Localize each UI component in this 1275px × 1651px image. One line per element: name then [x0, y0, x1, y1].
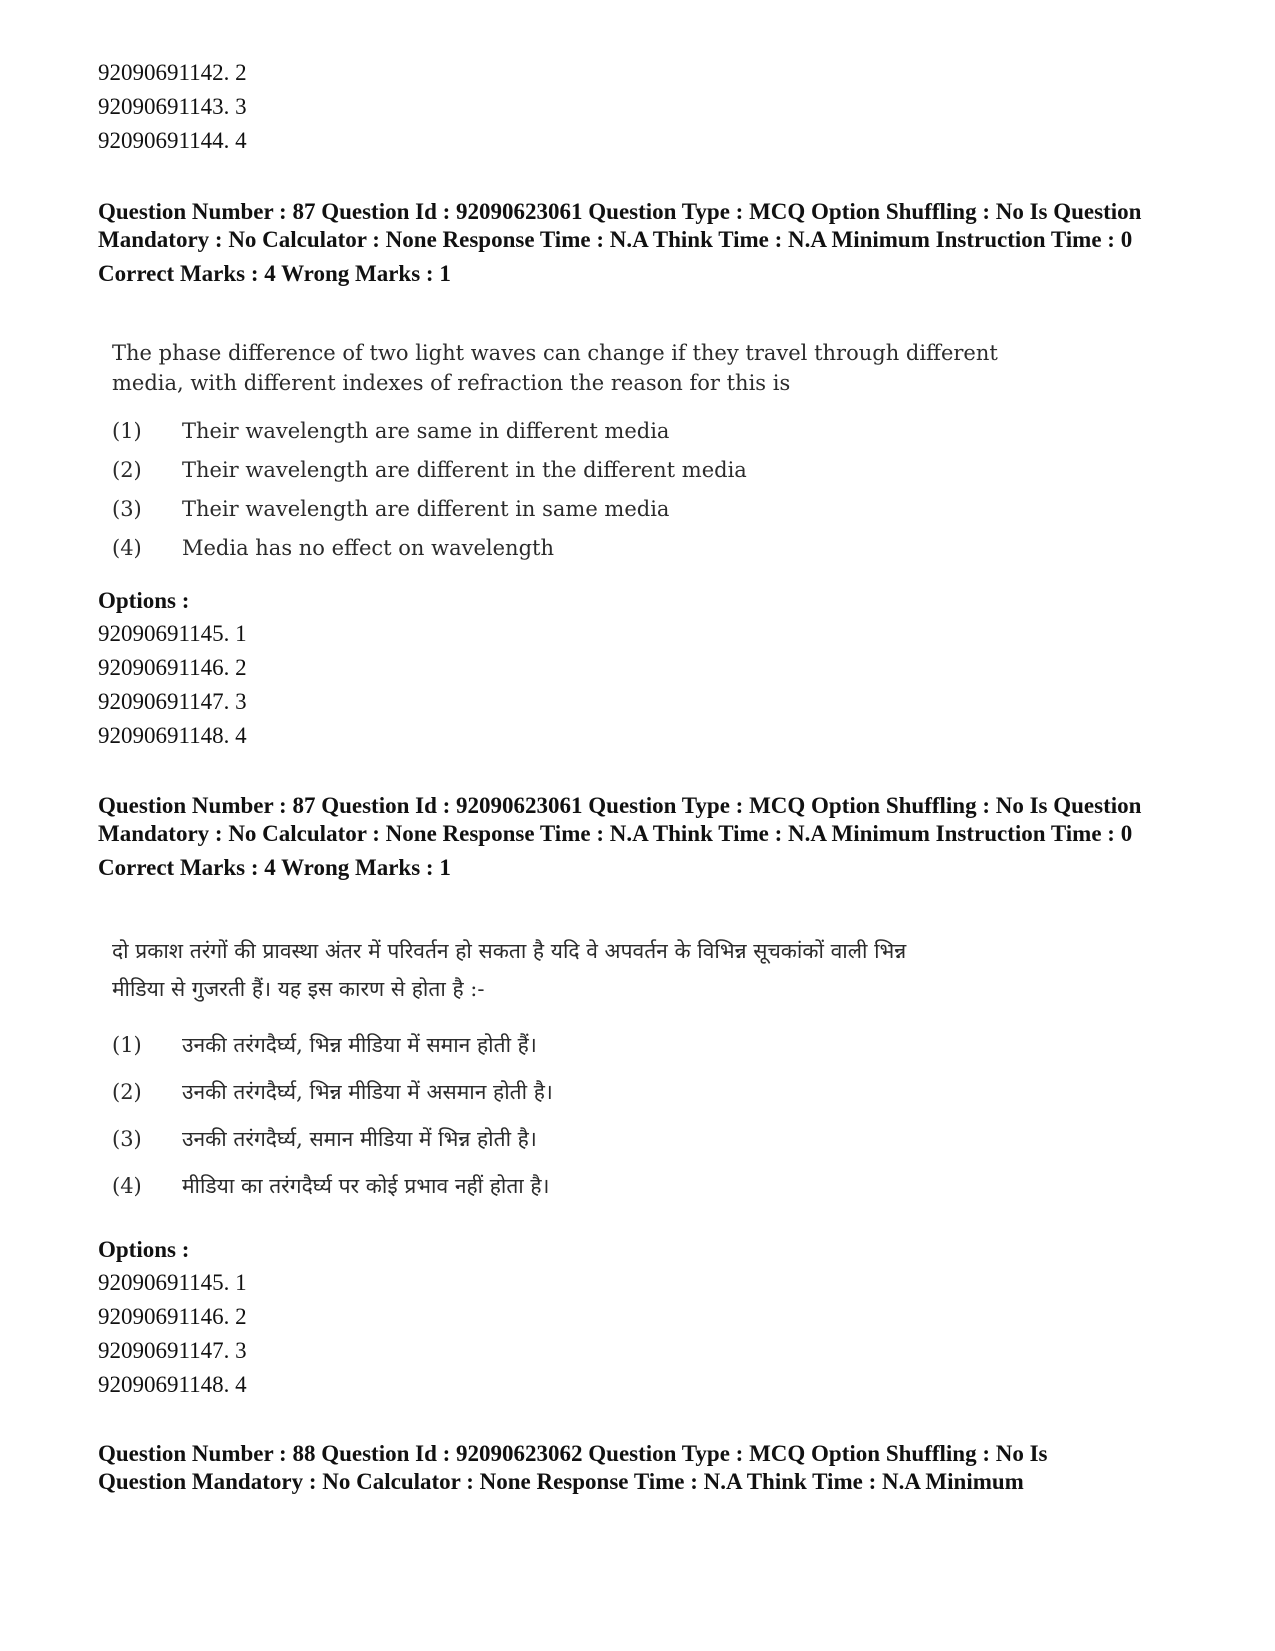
- option-line: 92090691142. 2: [98, 60, 247, 85]
- question-body: [112, 338, 1072, 568]
- option-line: 92090691146. 2: [98, 1304, 247, 1329]
- options-label: Options :: [98, 588, 190, 613]
- options-section: [98, 1234, 1215, 1402]
- option-line: 92090691146. 2: [98, 655, 247, 680]
- option-line: 92090691147. 3: [98, 1338, 247, 1363]
- choice-number: (3): [112, 497, 142, 521]
- choice-number: (3): [112, 1127, 142, 1151]
- option-line: 92090691145. 1: [98, 1270, 247, 1295]
- question-stem-line: media, with different indexes of refraction the reason for this is: [112, 371, 791, 395]
- question-marks: Correct Marks : 4 Wrong Marks : 1: [98, 855, 451, 880]
- question-marks: Correct Marks : 4 Wrong Marks : 1: [98, 261, 451, 286]
- choice-text: Media has no effect on wavelength: [182, 536, 554, 560]
- question-meta: Question Number : 87 Question Id : 92090623061 Question Type : MCQ Option Shuffling : No Is Question Mandatory : No Calculator : None Response Time : N.A Think Time : N.A Minimum Instruction Time : 0: [98, 199, 1142, 252]
- option-line: 92090691145. 1: [98, 621, 247, 646]
- question-header: [98, 1440, 1215, 1496]
- option-line: 92090691147. 3: [98, 689, 247, 714]
- question-stem-line: दो प्रकाश तरंगों की प्रावस्था अंतर में परिवर्तन हो सकता है यदि वे अपवर्तन के विभिन्न सूचकांकों वाली भिन्न: [112, 939, 907, 963]
- choice-text: उनकी तरंगदैर्घ्य, भिन्न मीडिया में असमान होती है।: [182, 1080, 553, 1104]
- question-stem-line: मीडिया से गुजरती हैं। यह इस कारण से होता है :-: [112, 977, 485, 1001]
- choice-text: Their wavelength are different in same media: [182, 497, 670, 521]
- choice-number: (2): [112, 458, 142, 482]
- choice-number: (2): [112, 1080, 142, 1104]
- option-line: 92090691143. 3: [98, 94, 247, 119]
- choice-item: [112, 529, 1072, 568]
- choice-item: [112, 451, 1072, 490]
- choice-text: उनकी तरंगदैर्घ्य, भिन्न मीडिया में समान होती हैं।: [182, 1033, 537, 1057]
- question-header: [98, 198, 1215, 288]
- choice-item: [112, 412, 1072, 451]
- option-line: 92090691148. 4: [98, 723, 247, 748]
- option-line: 92090691144. 4: [98, 128, 247, 153]
- question-meta-line: Question Mandatory : No Calculator : None Response Time : N.A Think Time : N.A Minimum: [98, 1469, 1024, 1494]
- choice-item: [112, 1022, 1072, 1069]
- choice-number: (1): [112, 419, 142, 443]
- choice-text: Their wavelength are same in different media: [182, 419, 670, 443]
- choice-text: Their wavelength are different in the different media: [182, 458, 747, 482]
- question-meta: Question Number : 87 Question Id : 92090623061 Question Type : MCQ Option Shuffling : No Is Question Mandatory : No Calculator : None Response Time : N.A Think Time : N.A Minimum Instruction Time : 0: [98, 793, 1142, 846]
- options-label: Options :: [98, 1237, 190, 1262]
- choice-list: [112, 1022, 1072, 1210]
- choice-text: उनकी तरंगदैर्घ्य, समान मीडिया में भिन्न होती है।: [182, 1127, 537, 1151]
- previous-options-list: [98, 56, 1215, 158]
- question-body: [112, 932, 1072, 1210]
- choice-item: [112, 1116, 1072, 1163]
- choice-item: [112, 490, 1072, 529]
- question-stem-line: The phase difference of two light waves can change if they travel through different: [112, 341, 998, 365]
- question-meta-line: Question Number : 88 Question Id : 92090623062 Question Type : MCQ Option Shuffling : No Is: [98, 1441, 1048, 1466]
- question-header: [98, 792, 1215, 882]
- options-section: [98, 585, 1215, 753]
- choice-list: [112, 412, 1072, 568]
- choice-item: [112, 1069, 1072, 1116]
- choice-item: [112, 1163, 1072, 1210]
- choice-number: (4): [112, 1174, 142, 1198]
- option-line: 92090691148. 4: [98, 1372, 247, 1397]
- choice-number: (4): [112, 536, 142, 560]
- choice-number: (1): [112, 1033, 142, 1057]
- choice-text: मीडिया का तरंगदैर्घ्य पर कोई प्रभाव नहीं होता है।: [182, 1174, 550, 1198]
